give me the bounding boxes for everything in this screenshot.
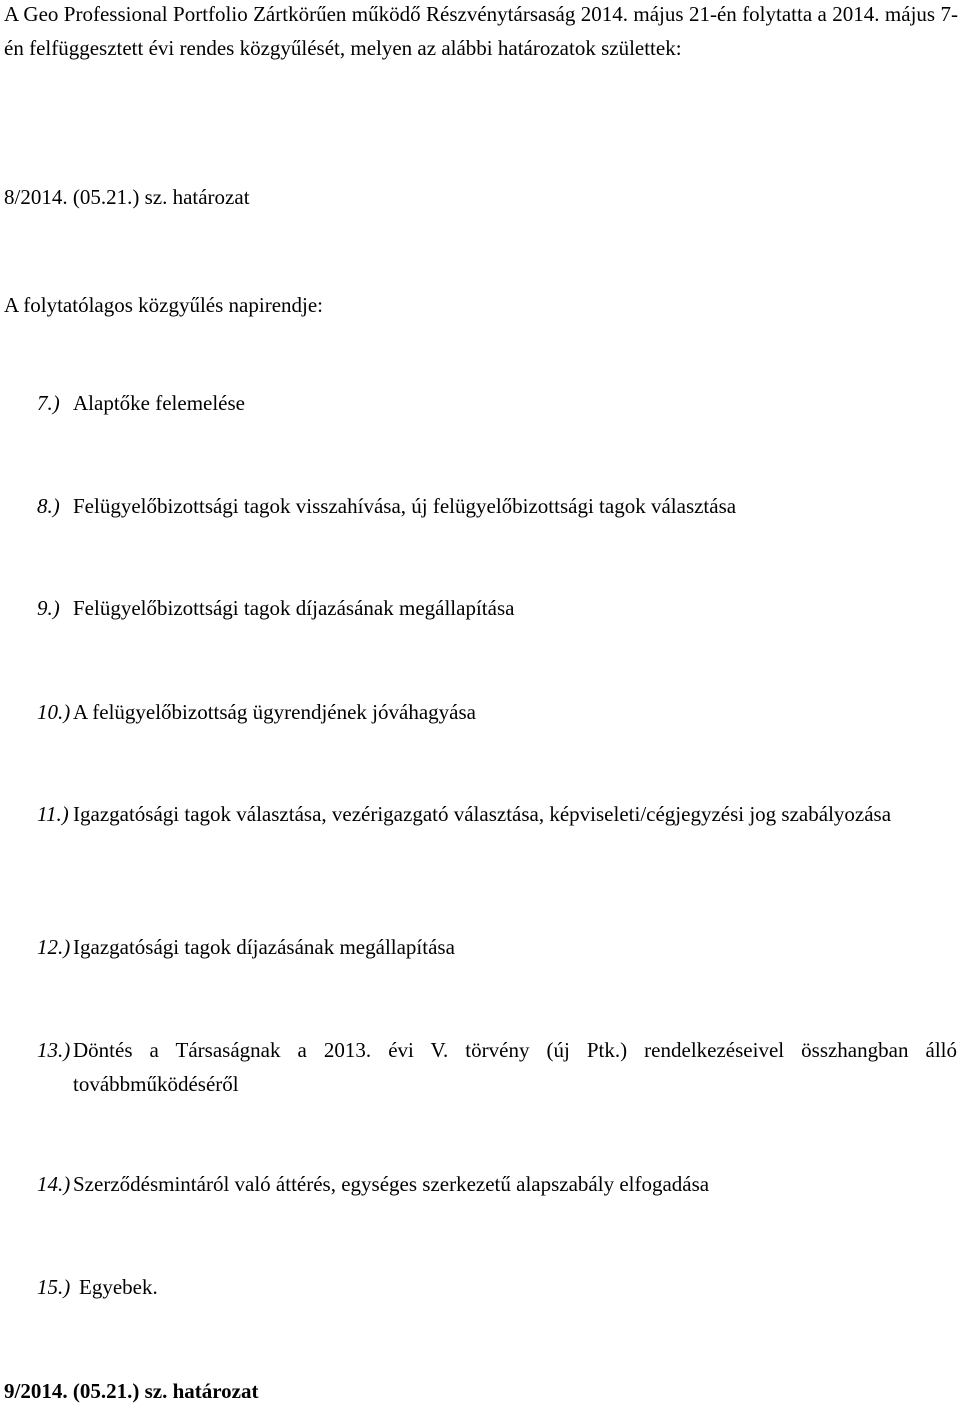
agenda-item bbox=[37, 797, 957, 831]
agenda-item-text: Alaptőke felemelése bbox=[73, 391, 245, 415]
agenda-item bbox=[37, 386, 957, 420]
agenda-item-text: Egyebek. bbox=[79, 1275, 158, 1299]
agenda-item-text: Felügyelőbizottsági tagok visszahívása, új felügyelőbizottsági tagok választása bbox=[73, 494, 737, 518]
agenda-item bbox=[37, 1167, 957, 1201]
agenda-item-number: 15.) bbox=[37, 1275, 71, 1299]
resolution-number: 8/2014. (05.21.) sz. bbox=[4, 185, 168, 209]
agenda-item-number: 12.) bbox=[37, 935, 71, 959]
agenda-item-text: Igazgatósági tagok díjazásának megállapítása bbox=[73, 935, 455, 959]
agenda-item-number: 8.) bbox=[37, 494, 60, 518]
agenda-item-text: Döntés a Társaságnak a 2013. évi V. törvény (új Ptk.) rendelkezéseivel összhangban álló továbbműködéséről bbox=[73, 1038, 957, 1096]
agenda-item bbox=[37, 591, 957, 625]
agenda-item-text: Szerződésmintáról való áttérés, egységes szerkezetű alapszabály elfogadása bbox=[73, 1172, 710, 1196]
agenda-item bbox=[37, 930, 957, 964]
intro-paragraph: A Geo Professional Portfolio Zártkörűen működő Részvénytársaság 2014. május 21-én folytatta a 2014. május 7-én felfüggesztett évi rendes közgyűlését, melyen az alábbi határozatok születtek: bbox=[4, 2, 958, 60]
agenda-item bbox=[37, 489, 957, 523]
agenda-item-number: 14.) bbox=[37, 1172, 71, 1196]
agenda-item-number: 9.) bbox=[37, 596, 60, 620]
agenda-item-number: 7.) bbox=[37, 391, 60, 415]
agenda-item bbox=[37, 695, 957, 729]
agenda-item-text: Igazgatósági tagok választása, vezérigazgató választása, képviseleti/cégjegyzési jog szabályozása bbox=[73, 802, 892, 826]
resolution-label: határozat bbox=[172, 185, 250, 209]
resolution-heading bbox=[4, 180, 250, 214]
resolution-heading-next: 9/2014. (05.21.) sz. határozat bbox=[4, 1379, 259, 1403]
agenda-item-number: 10.) bbox=[37, 700, 71, 724]
agenda-item-number: 11.) bbox=[37, 802, 69, 826]
agenda-item bbox=[37, 1033, 957, 1096]
agenda-item-text: A felügyelőbizottság ügyrendjének jóváhagyása bbox=[73, 700, 476, 724]
agenda-title: A folytatólagos közgyűlés napirendje: bbox=[4, 293, 324, 317]
agenda-item bbox=[37, 1270, 957, 1304]
agenda-item-number: 13.) bbox=[37, 1038, 71, 1062]
agenda-item-text: Felügyelőbizottsági tagok díjazásának megállapítása bbox=[73, 596, 515, 620]
